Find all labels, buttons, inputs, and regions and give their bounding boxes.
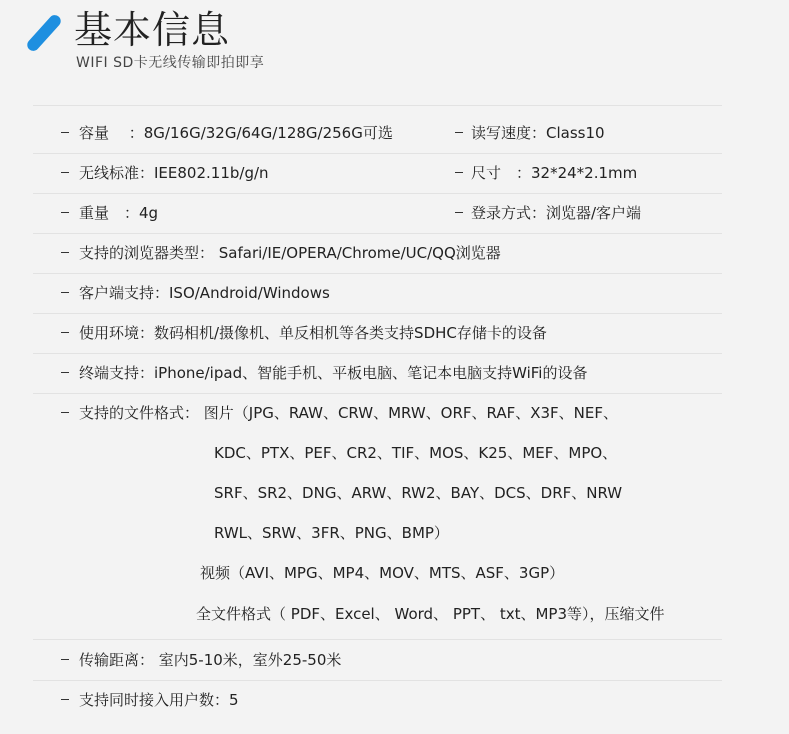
spec-row-environment [33,313,722,354]
spec-row-terminal [33,353,722,394]
spec-row-wireless [33,153,722,194]
bullet-dash [61,212,69,213]
bullet-dash [61,292,69,293]
spec-formats: 支持的文件格式： 图片（JPG、RAW、CRW、MRW、ORF、RAF、X3F、NEF、 [79,404,618,422]
spec-login: 登录方式：浏览器/客户端 [471,204,642,222]
formats-line-4: RWL、SRW、3FR、PNG、BMP） [214,524,449,542]
header-divider [33,85,722,106]
bullet-dash [61,332,69,333]
spec-wireless-standard: 无线标准：IEE802.11b/g/n [79,164,269,182]
spec-weight: 重量 ：4g [79,204,159,222]
spec-row-capacity [33,113,722,154]
spec-row-weight [33,193,722,234]
header-accent-icon [25,13,63,54]
spec-speed: 读写速度：Class10 [471,124,605,142]
page-subtitle: WIFI SD卡无线传输即拍即享 [76,55,265,71]
spec-terminal: 终端支持：iPhone/ipad、智能手机、平板电脑、笔记本电脑支持WiFi的设备 [79,364,588,382]
spec-capacity: 容量 ：8G/16G/32G/64G/128G/256G可选 [79,124,393,142]
spec-row-browsers [33,233,722,274]
spec-distance: 传输距离： 室内5-10米，室外25-50米 [79,651,342,669]
page-title: 基本信息 [74,8,231,52]
bullet-dash [61,659,69,660]
spec-browsers: 支持的浏览器类型： Safari/IE/OPERA/Chrome/UC/QQ浏览器 [79,244,501,262]
formats-video: 视频（AVI、MPG、MP4、MOV、MTS、ASF、3GP） [200,564,565,582]
bullet-dash [455,172,463,173]
formats-line-2: KDC、PTX、PEF、CR2、TIF、MOS、K25、MEF、MPO、 [214,444,618,462]
spec-row-client [33,273,722,314]
spec-row-users [33,680,722,720]
bullet-dash [61,132,69,133]
spec-users: 支持同时接入用户数：5 [79,691,239,709]
bullet-dash [61,372,69,373]
bullet-dash [61,172,69,173]
formats-line-3: SRF、SR2、DNG、ARW、RW2、BAY、DCS、DRF、NRW [214,484,623,502]
spec-client: 客户端支持：ISO/Android/Windows [79,284,330,302]
formats-all: 全文件格式（ PDF、Excel、 Word、 PPT、 txt、MP3等），压缩文件 [196,605,665,623]
spec-size: 尺寸 ：32*24*2.1mm [471,164,638,182]
spec-environment: 使用环境：数码相机/摄像机、单反相机等各类支持SDHC存储卡的设备 [79,324,547,342]
bullet-dash [455,132,463,133]
bullet-dash [455,212,463,213]
spec-row-distance [33,640,722,681]
bullet-dash [61,252,69,253]
bullet-dash [61,412,69,413]
bullet-dash [61,699,69,700]
